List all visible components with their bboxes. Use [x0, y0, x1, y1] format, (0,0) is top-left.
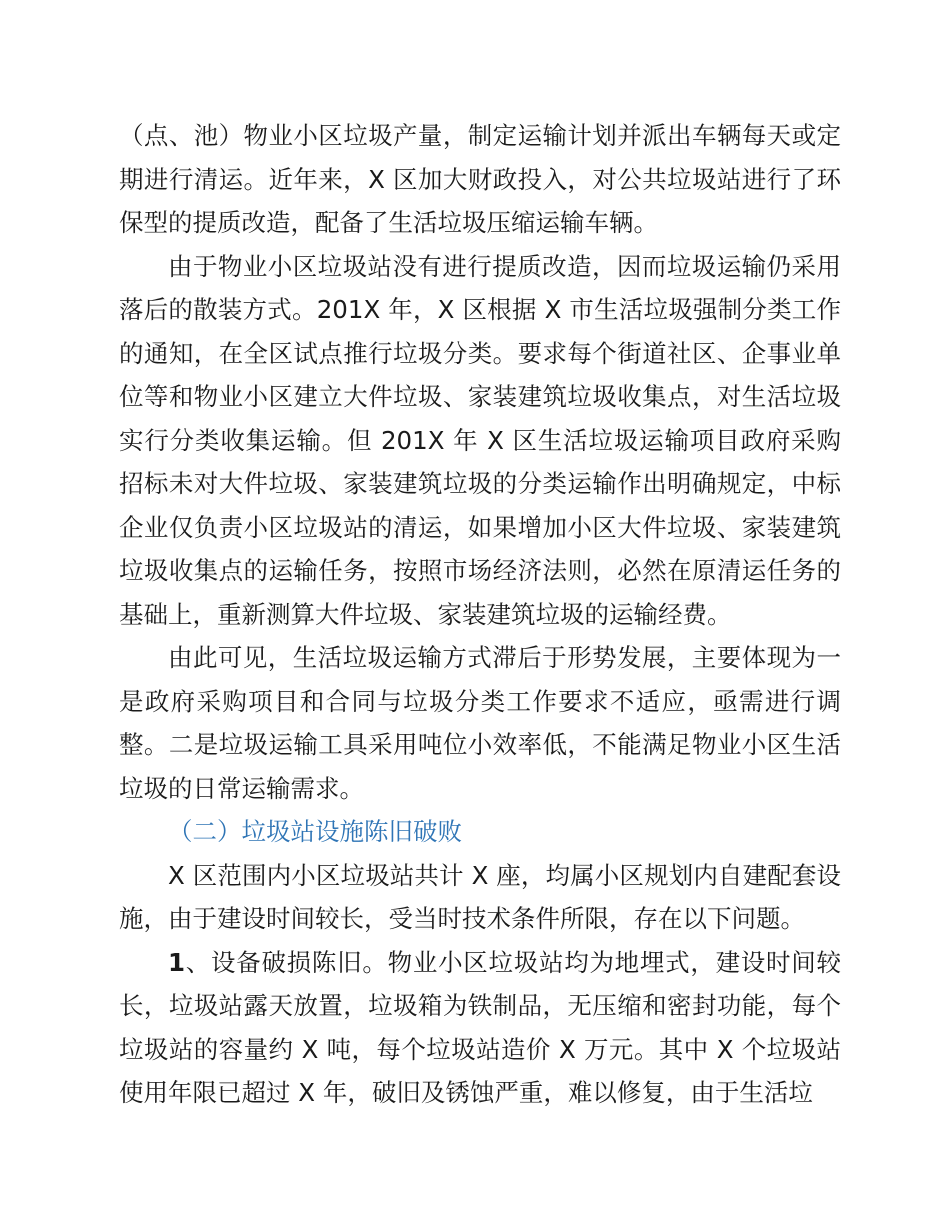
- paragraph-summary: 由此可见，生活垃圾运输方式滞后于形势发展，主要体现为一是政府采购项目和合同与垃圾分类工作要求不适应，亟需进行调整。二是垃圾运输工具采用吨位小效率低，不能满足物业小区生活垃圾的日常运输需求。: [119, 643, 841, 803]
- paragraph-item-1: [119, 941, 841, 1115]
- item-text: 、设备破损陈旧。物业小区垃圾站均为地埋式，建设时间较长，垃圾站露天放置，垃圾箱为铁制品，无压缩和密封功能，每个垃圾站的容量约 X 吨，每个垃圾站造价 X 万元。其中 X 个垃圾站使用年限已超过 X 年，破旧及锈蚀严重，难以修复，由于生活垃: [119, 947, 841, 1107]
- paragraph-stations-overview: X 区范围内小区垃圾站共计 X 座，均属小区规划内自建配套设施，由于建设时间较长，受当时技术条件所限，存在以下问题。: [119, 860, 841, 933]
- document-page: [119, 114, 841, 1115]
- paragraph-continued: （点、池）物业小区垃圾产量，制定运输计划并派出车辆每天或定期进行清运。近年来，X 区加大财政投入，对公共垃圾站进行了环保型的提质改造，配备了生活垃圾压缩运输车辆。: [119, 121, 841, 237]
- paragraph-transport-method: 由于物业小区垃圾站没有进行提质改造，因而垃圾运输仍采用落后的散装方式。201X 年，X 区根据 X 市生活垃圾强制分类工作的通知，在全区试点推行垃圾分类。要求每个街道社区、企事业单位等和物业小区建立大件垃圾、家装建筑垃圾收集点，对生活垃圾实行分类收集运输。但 201X 年 X 区生活垃圾运输项目政府采购招标未对大件垃圾、家装建筑垃圾的分类运输作出明确规定，中标企业仅负责小区垃圾站的清运，如果增加小区大件垃圾、家装建筑垃圾收集点的运输任务，按照市场经济法则，必然在原清运任务的基础上，重新测算大件垃圾、家装建筑垃圾的运输经费。: [119, 251, 841, 629]
- item-number: 1: [168, 947, 186, 977]
- section-heading: （二）垃圾站设施陈旧破败: [168, 817, 462, 846]
